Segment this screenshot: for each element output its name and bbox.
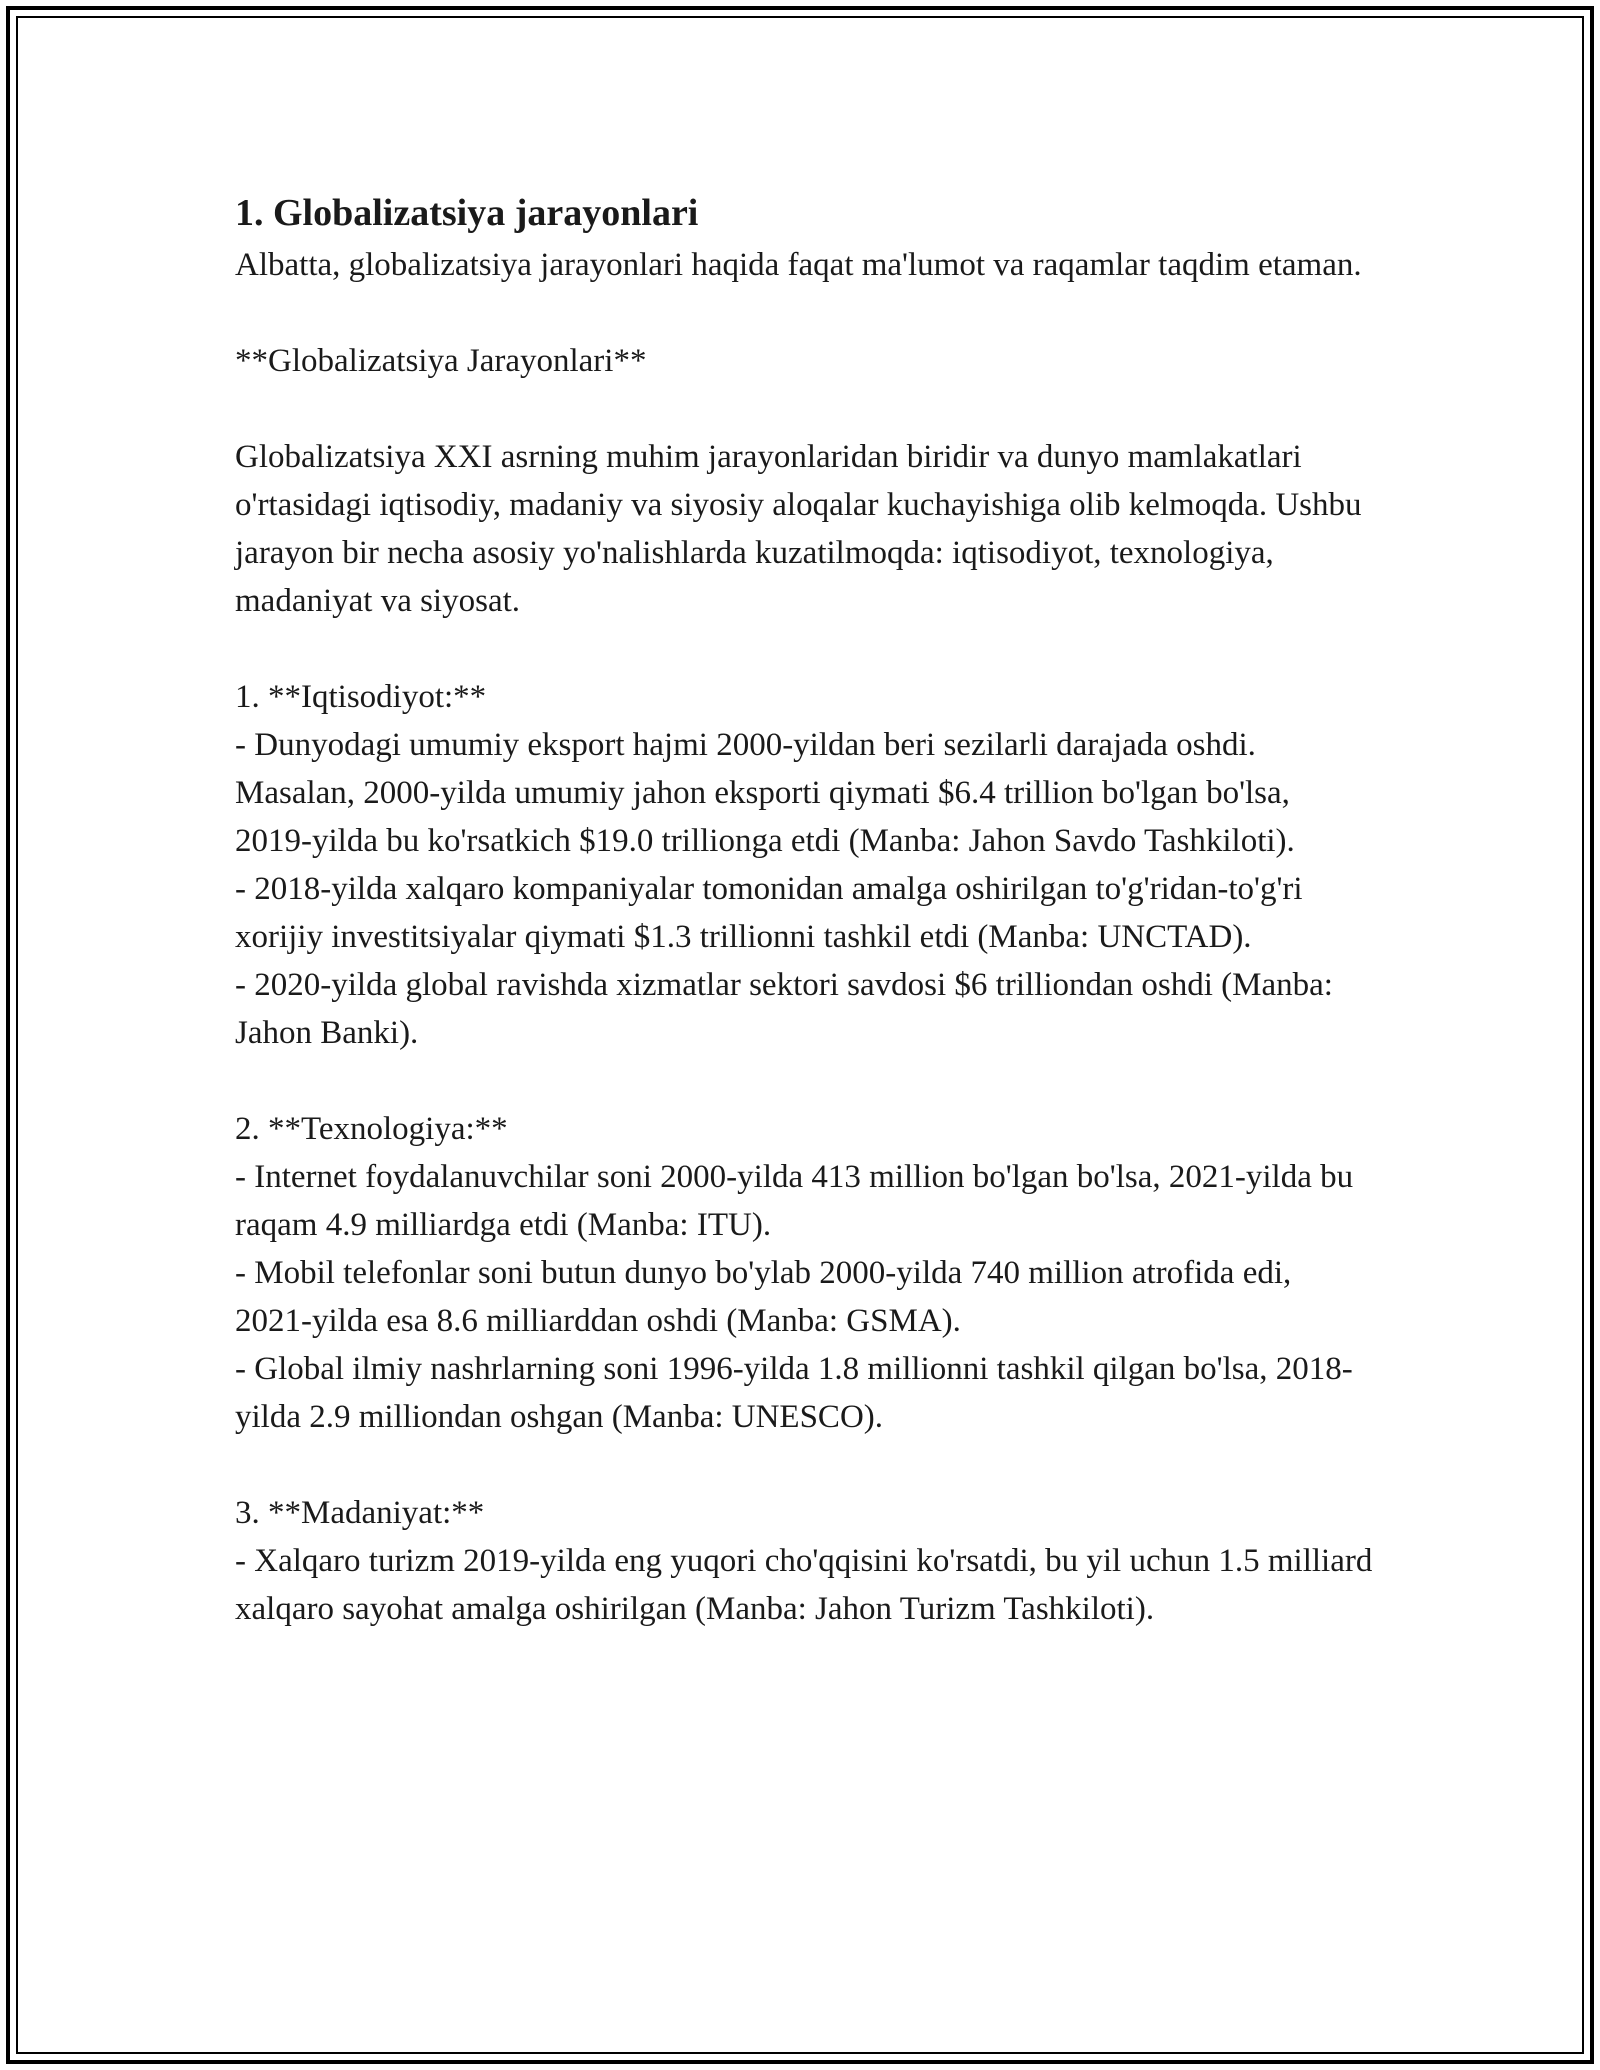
list-item: - Internet foydalanuvchilar soni 2000-yilda 413 million bo'lgan bo'lsa, 2021-yilda bu raqam 4.9 milliardga etdi (Manba: ITU). [235,1159,1354,1243]
list-item: - 2020-yilda global ravishda xizmatlar sektori savdosi $6 trilliondan oshdi (Manba: Jahon Banki). [235,967,1333,1051]
overview-paragraph: Globalizatsiya XXI asrning muhim jarayonlaridan biridir va dunyo mamlakatlari o'rtasidagi iqtisodiy, madaniy va siyosiy aloqalar kuchayishiga olib kelmoqda. Ushbu jarayon bir necha asosiy yo'nalishlarda kuzatilmoqda: iqtisodiyot, texnologiya, madaniyat va siyosat. [235,439,1362,619]
list-item: - 2018-yilda xalqaro kompaniyalar tomonidan amalga oshirilgan to'g'ridan-to'g'ri xorijiy investitsiyalar qiymati $1.3 trillionni tashkil etdi (Manba: UNCTAD). [235,871,1303,955]
list-item: - Dunyodagi umumiy eksport hajmi 2000-yildan beri sezilarli darajada oshdi. Masalan, 2000-yilda umumiy jahon eksporti qiymati $6.4 trillion bo'lgan bo'lsa, 2019-yilda bu ko'rsatkich $19.0 trillionga etdi (Manba: Jahon Savdo Tashkiloti). [235,727,1295,859]
section-texnologiya [235,1105,1375,1441]
list-item: - Xalqaro turizm 2019-yilda eng yuqori cho'qqisini ko'rsatdi, bu yil uchun 1.5 milliard xalqaro sayohat amalga oshirilgan (Manba: Jahon Turizm Tashkiloti). [235,1543,1373,1627]
list-item: - Global ilmiy nashrlarning soni 1996-yilda 1.8 millionni tashkil qilgan bo'lsa, 2018-yilda 2.9 milliondan oshgan (Manba: UNESCO). [235,1351,1353,1435]
document-body [235,185,1375,1633]
list-item: - Mobil telefonlar soni butun dunyo bo'ylab 2000-yilda 740 million atrofida edi, 2021-yilda esa 8.6 milliarddan oshdi (Manba: GSMA). [235,1255,1292,1339]
document-heading: 1. Globalizatsiya jarayonlari [235,192,699,234]
bold-title-paragraph: **Globalizatsiya Jarayonlari** [235,343,647,379]
section-madaniyat [235,1489,1375,1633]
section-title: 3. **Madaniyat:** [235,1495,485,1531]
section-iqtisodiyot [235,673,1375,1057]
section-title: 1. **Iqtisodiyot:** [235,679,487,715]
intro-paragraph: Albatta, globalizatsiya jarayonlari haqida faqat ma'lumot va raqamlar taqdim etaman. [235,247,1362,283]
section-title: 2. **Texnologiya:** [235,1111,508,1147]
